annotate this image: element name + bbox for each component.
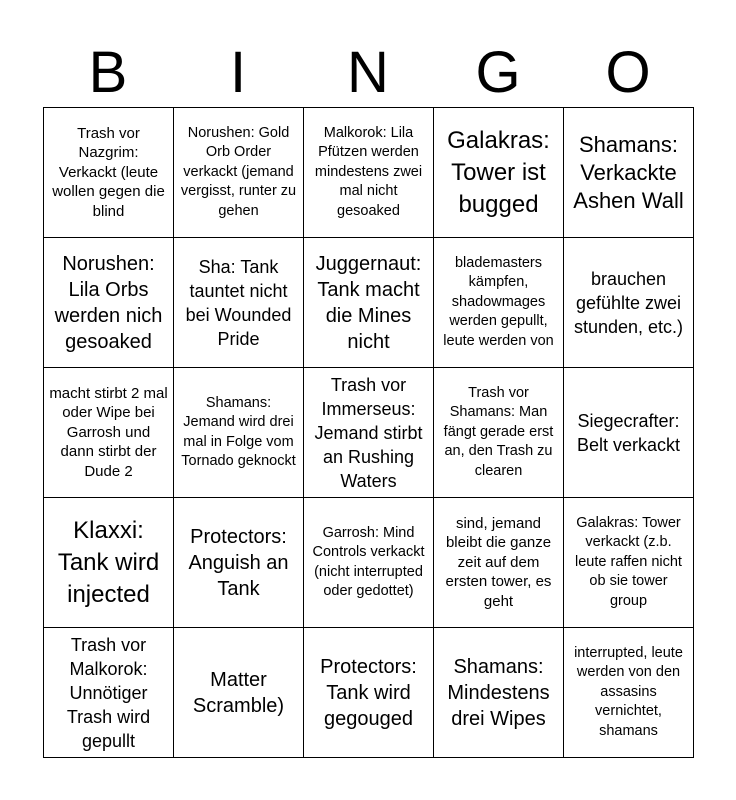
- cell-text: Norushen: Gold Orb Order verkackt (jemand vergisst, runter zu gehen: [180, 124, 297, 219]
- bingo-cell-r3c2[interactable]: [174, 368, 304, 498]
- cell-text: sind, jemand bleibt die ganze zeit auf dem ersten tower, es geht: [445, 514, 552, 610]
- bingo-cell-r5c5[interactable]: [564, 628, 694, 758]
- cell-text: macht stirbt 2 mal oder Wipe bei Garrosh und dann stirbt der Dude 2: [49, 384, 168, 480]
- cell-text: Trash vor Nazgrim: Verkackt (leute wollen gegen die blind: [52, 124, 165, 220]
- bingo-cell-r5c1[interactable]: [44, 628, 174, 758]
- bingo-cell-r5c4[interactable]: [434, 628, 564, 758]
- bingo-cell-r4c3[interactable]: [304, 498, 434, 628]
- cell-text: blademasters kämpfen, shadowmages werden gepullt, leute werden von: [443, 254, 554, 349]
- header-letter-b: B: [88, 40, 128, 105]
- bingo-cell-r5c2[interactable]: [174, 628, 304, 758]
- cell-text: Malkorok: Lila Pfützen werden mindestens zwei mal nicht gesoaked: [314, 124, 423, 219]
- cell-text: Sha: Tank tauntet nicht bei Wounded Pride: [185, 256, 292, 349]
- bingo-cell-r1c1[interactable]: [44, 108, 174, 238]
- bingo-cell-r3c3[interactable]: [304, 368, 434, 498]
- cell-text: brauchen gefühlte zwei stunden, etc.): [573, 268, 684, 337]
- bingo-grid: [43, 107, 694, 758]
- header-letter-o: O: [605, 40, 651, 105]
- cell-text: Juggernaut: Tank macht die Mines nicht: [315, 252, 422, 353]
- bingo-cell-r4c5[interactable]: [564, 498, 694, 628]
- cell-text: Trash vor Malkorok: Unnötiger Trash wird gepullt: [66, 634, 151, 751]
- bingo-cell-r3c1[interactable]: [44, 368, 174, 498]
- cell-text: Norushen: Lila Orbs werden nich gesoaked: [54, 252, 163, 353]
- cell-text: Galakras: Tower verkackt (z.b. leute raffen nicht ob sie tower group: [575, 514, 682, 609]
- cell-text: Trash vor Shamans: Man fängt gerade erst an, den Trash zu clearen: [443, 384, 554, 479]
- cell-text: Trash vor Immerseus: Jemand stirbt an Rushing Waters: [314, 374, 423, 491]
- cell-text: Matter Scramble): [192, 668, 285, 717]
- cell-text: Shamans: Verkackte Ashen Wall: [573, 131, 684, 213]
- header-letter-n: N: [347, 40, 389, 105]
- cell-text: Shamans: Mindestens drei Wipes: [447, 655, 550, 730]
- bingo-cell-r2c4[interactable]: [434, 238, 564, 368]
- bingo-cell-r1c5[interactable]: [564, 108, 694, 238]
- bingo-cell-r4c4[interactable]: [434, 498, 564, 628]
- cell-text: Protectors: Anguish an Tank: [188, 525, 289, 600]
- bingo-cell-r4c2[interactable]: [174, 498, 304, 628]
- cell-text: Galakras: Tower ist bugged: [447, 126, 550, 218]
- bingo-header: [43, 40, 693, 106]
- bingo-cell-r3c4[interactable]: [434, 368, 564, 498]
- bingo-cell-r4c1[interactable]: [44, 498, 174, 628]
- bingo-cell-r1c4[interactable]: [434, 108, 564, 238]
- cell-text: Klaxxi: Tank wird injected: [57, 516, 160, 608]
- cell-text: Siegecrafter: Belt verkackt: [576, 410, 681, 455]
- bingo-cell-r2c5[interactable]: [564, 238, 694, 368]
- bingo-cell-r2c3[interactable]: [304, 238, 434, 368]
- cell-text: Protectors: Tank wird gegouged: [320, 655, 417, 730]
- bingo-cell-r2c1[interactable]: [44, 238, 174, 368]
- header-letter-g: G: [475, 40, 521, 105]
- cell-text: Garrosh: Mind Controls verkackt (nicht interrupted oder gedottet): [312, 524, 425, 599]
- bingo-cell-r1c3[interactable]: [304, 108, 434, 238]
- header-letter-i: I: [229, 40, 247, 105]
- bingo-cell-r3c5[interactable]: [564, 368, 694, 498]
- bingo-cell-r2c2[interactable]: [174, 238, 304, 368]
- cell-text: interrupted, leute werden von den assasins vernichtet, shamans: [574, 644, 683, 739]
- bingo-cell-r1c2[interactable]: [174, 108, 304, 238]
- bingo-cell-r5c3[interactable]: [304, 628, 434, 758]
- cell-text: Shamans: Jemand wird drei mal in Folge vom Tornado geknockt: [181, 394, 296, 469]
